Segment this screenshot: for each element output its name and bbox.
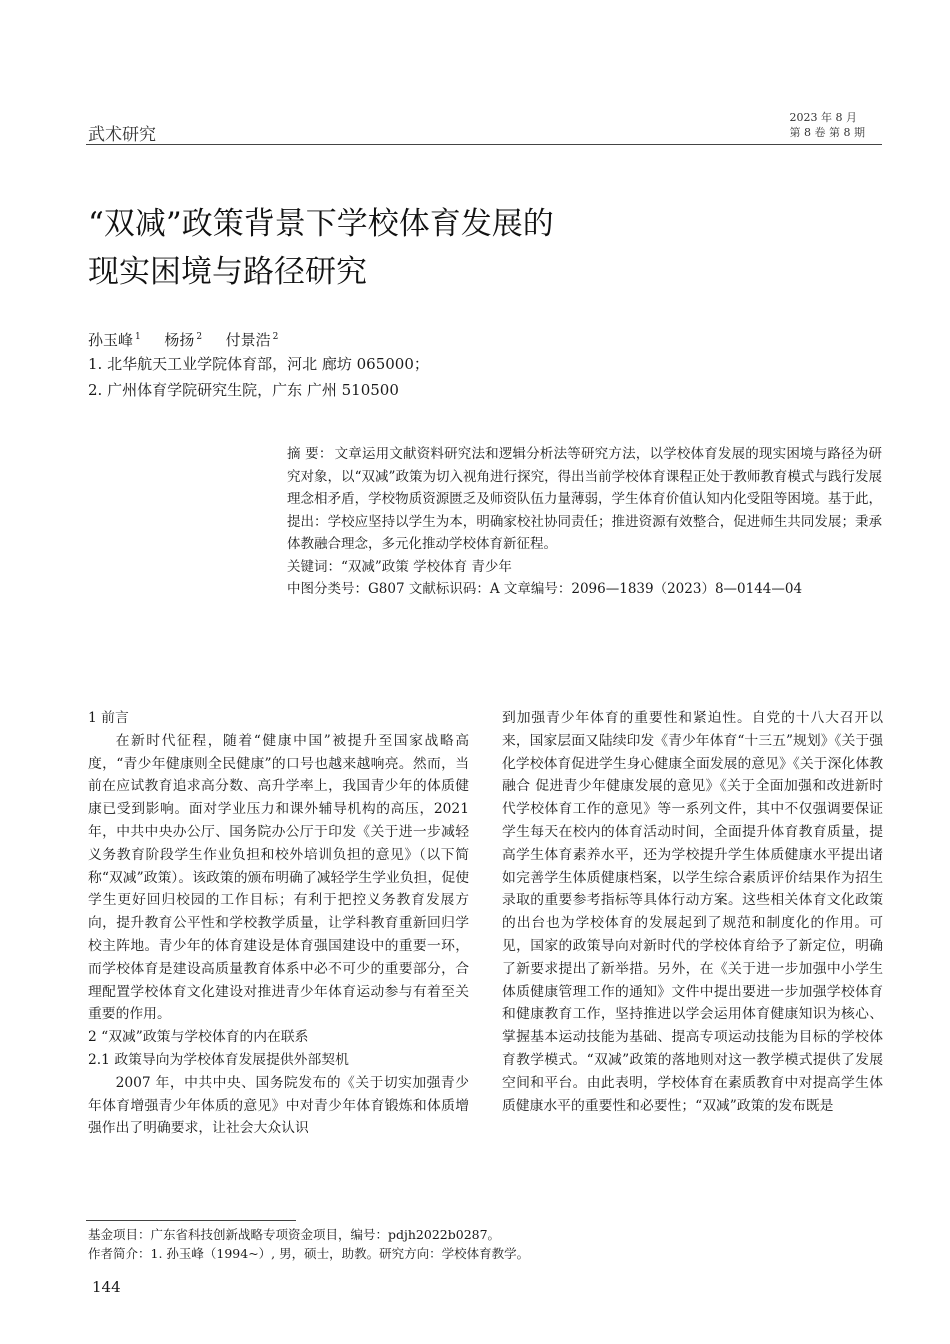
author-bio-note: 作者简介：1. 孙玉峰（1994~）, 男，硕士，助教。研究方向：学校体育教学。 <box>88 1246 530 1261</box>
affiliation-1: 1. 北华航天工业学院体育部，河北 廊坊 065000； <box>88 355 429 373</box>
author-affiliation-mark: 2 <box>272 332 279 342</box>
title-line-2: 现实困境与路径研究 <box>88 254 367 290</box>
page-number: 144 <box>92 1278 121 1296</box>
section-heading: 1 前言 <box>88 710 129 726</box>
body-paragraph: 到加强青少年体育的重要性和紧迫性。自党的十八大召开以来，国家层面又陆续印发《青少年体育“十三五”规划》《关于强化学校体育促进学生身心健康全面发展的意见》《关于深化体教融合 促进青少年健康发展的意见》《关于全面加强和改进新时代学校体育工作的意见》等一系列文件，其中不仅强调要保证学生每天在校内的体育活动时间，全面提升体育教育质量，提高学生体育素养水平，还为学校提升学生体质健康水平提出诸如完善学生体质健康档案，以学生综合素质评价结果作为招生录取的重要参考指标等具体行动方案。这些相关体育文化政策的出台也为学校体育的发展起到了规范和制度化的作用。可见，国家的政策导向对新时代的学校体育给予了新定位，明确了新要求提出了新举措。另外，在《关于进一步加强中小学生体质健康管理工作的通知》文件中提出要进一步加强学校体育和健康教育工作，坚持推进以学会运用体育健康知识为核心、掌握基本运动技能为基础、提高专项运动技能为目标的学校体育教学模式。“双减”政策的落地则对这一教学模式提供了发展空间和平台。由此表明，学校体育在素质教育中对提高学生体质健康水平的重要性和必要性；“双减”政策的发布既是 <box>502 710 883 1114</box>
author-list <box>88 326 278 351</box>
author-name: 杨扬 <box>164 331 195 349</box>
abstract-text: 文章运用文献资料研究法和逻辑分析法等研究方法，以学校体育发展的现实困境与路径为研究对象，以“双减”政策为切入视角进行探究，得出当前学校体育课程正处于教师教育模式与践行发展理念相矛盾，学校物质资源匮乏及师资队伍力量薄弱，学生体育价值认知内化受阻等困境。基于此，提出：学校应坚持以学生为本，明确家校社协同责任；推进资源有效整合，促进师生共同发展；秉承体教融合理念，多元化推动学校体育新征程。 <box>287 446 883 552</box>
article-title <box>88 200 788 296</box>
subsection-heading: 2.1 政策导向为学校体育发展提供外部契机 <box>88 1051 349 1068</box>
keywords-line <box>287 556 882 579</box>
classification-line: 中图分类号：G807 文献标识码：A 文章编号：2096—1839（2023）8—0144—04 <box>287 581 803 597</box>
abstract-label: 摘 要： <box>287 446 333 462</box>
section-heading: 2 “双减”政策与学校体育的内在联系 <box>88 1029 309 1046</box>
body-paragraph: 在新时代征程，随着“健康中国”被提升至国家战略高度，“青少年健康则全民健康”的口号也越来越响亮。然而，当前在应试教育追求高分数、高升学率上，我国青少年的体质健康已受到影响。面对学业压力和课外辅导机构的高压，2021年，中共中央办公厅、国务院办公厅于印发《关于进一步减轻义务教育阶段学生作业负担和校外培训负担的意见》（以下简称“双减”政策）。该政策的颁布明确了减轻学生学业负担，促使学生更好回归校园的工作目标；有利于把控义务教育发展方向，提升教育公平性和学校教学质量，让学科教育重新回归学校主阵地。青少年的体育建设是体育强国建设中的重要一环，而学校体育是建设高质量教育体系中必不可少的重要部分，合理配置学校体育文化建设对推进青少年体育运动参与有着至关重要的作用。 <box>88 732 469 1023</box>
header-rule <box>86 144 882 145</box>
body-column-right <box>502 707 883 1117</box>
issue-date: 2023 年 8 月 <box>789 111 857 124</box>
body-paragraph: 2007 年，中共中央、国务院发布的《关于切实加强青少年体育增强青少年体质的意见》中对青少年体育锻炼和体质增强作出了明确要求，让社会大众认识 <box>88 1074 469 1137</box>
volume-issue: 第 8 卷 第 8 期 <box>789 126 865 139</box>
title-line-1: “双减”政策背景下学校体育发展的 <box>88 206 554 242</box>
keywords-label: 关键词： <box>287 558 341 575</box>
author-name: 付景浩 <box>225 331 271 349</box>
issue-info <box>790 110 865 140</box>
abstract-block <box>287 443 882 601</box>
affiliation-2: 2. 广州体育学院研究生院，广东 广州 510500 <box>88 381 399 399</box>
author-affiliation-mark: 1 <box>135 332 141 342</box>
author-name: 孙玉峰 <box>88 331 134 349</box>
footnote-rule <box>86 1220 296 1221</box>
body-column-left <box>88 707 469 1140</box>
abstract-paragraph <box>287 443 882 556</box>
author-affiliation-mark: 2 <box>196 332 203 342</box>
keywords: “双减”政策 学校体育 青少年 <box>341 558 512 575</box>
journal-name: 武术研究 <box>88 125 156 145</box>
funding-note: 基金项目：广东省科技创新战略专项资金项目，编号：pdjh2022b0287。 <box>88 1227 501 1242</box>
